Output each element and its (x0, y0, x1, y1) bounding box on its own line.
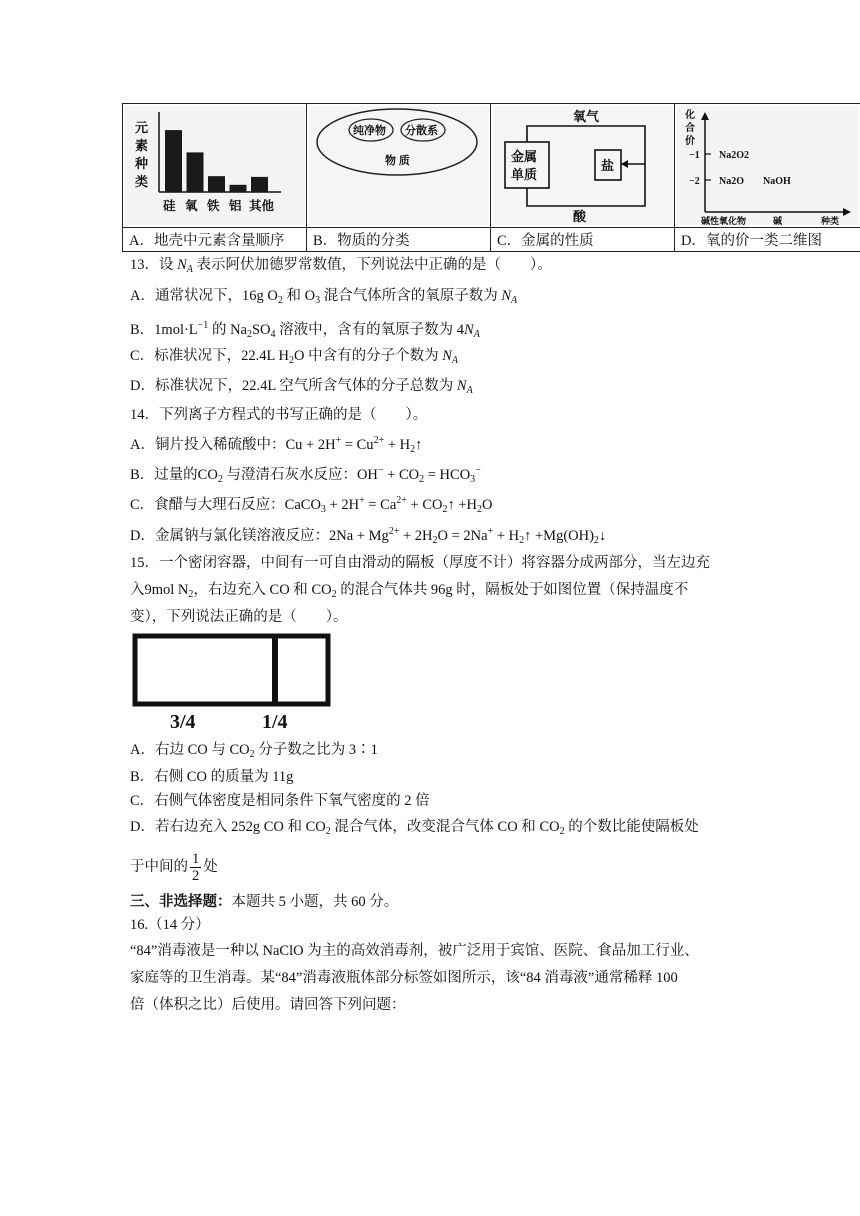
q13-option-b: B．$1mol\cdot L^{-1}$ 的 $Na_2SO_4$ 溶液中，含有的氧原子数为 $4N_A$ (130, 320, 480, 340)
q16-line2: 家庭等的卫生消毒。某“84”消毒液瓶体部分标签如图所示，该“84 消毒液”通常稀释 100 (130, 970, 678, 986)
y-label-char: 种 (135, 156, 149, 171)
metal-properties-diagram (491, 104, 674, 227)
y-label-char: 化 (685, 110, 695, 121)
q16-head: 16.（14 分） (130, 917, 210, 933)
label-oxygen: 氧气 (573, 109, 600, 124)
figure-d-cell (675, 104, 860, 228)
y-label-char: 素 (135, 138, 149, 153)
bar (187, 152, 204, 192)
bar (251, 177, 268, 192)
q16-line3: 倍（体积之比）后使用。请回答下列问题： (130, 997, 406, 1013)
left-ratio-label: 3/4 (170, 711, 196, 732)
caption-c: C．金属的性质 (491, 228, 675, 252)
point-naoh: NaOH (763, 176, 791, 187)
point-na2o2: Na2O2 (719, 150, 749, 161)
q14-option-c: C．食醋与大理石反应：CaCO$_3$ + $2H^+ = Ca^{2+}$ + $CO_2↑ +H_2O$ (130, 495, 493, 515)
x-label-type: 种类 (821, 216, 840, 226)
label-acid: 酸 (573, 209, 587, 224)
oxygen-valence-type-diagram (675, 104, 860, 227)
bar-label: 硅 (163, 199, 176, 213)
q13-option-c: C．标准状况下，22.4L $H_2O$ 中含有的分子个数为 $N_A$ (130, 348, 458, 366)
q14-stem: 14．下列离子方程式的书写正确的是（ ）。 (130, 407, 428, 423)
bar-label: 氧 (185, 199, 198, 213)
y-label-char: 元 (135, 120, 149, 135)
tick-neg2: −2 (689, 176, 700, 187)
figure-b-cell (307, 104, 491, 228)
figure-c-cell (491, 104, 675, 228)
label-metal: 金属 (511, 149, 538, 164)
q15-option-b: B．右侧 CO 的质量为 11g (130, 769, 294, 785)
q15-option-d: D．若右边充入 252g CO 和 $CO_2$ 混合气体，改变混合气体 CO 和 $CO_2$ 的个数比能使隔板处 (130, 819, 699, 837)
q13-option-a: A．通常状况下，16g $O_2$ 和 $O_3$ 混合气体所含的氧原子数为 $N_A$ (130, 288, 518, 306)
caption-a: A．地壳中元素含量顺序 (123, 228, 307, 252)
y-label-char: 价 (685, 136, 695, 147)
y-label-char: 类 (135, 174, 149, 189)
label-salt: 盐 (601, 158, 615, 173)
point-na2o: Na2O (719, 176, 744, 187)
figure-a-cell (123, 104, 307, 228)
caption-b: B．物质的分类 (307, 228, 491, 252)
label-dispersion-system: 分散系 (405, 125, 438, 137)
q15-option-a: A．右边 CO 与 $CO_2$ 分子数之比为 3∶1 (130, 742, 378, 760)
q15-option-d-cont: 于中间的 $\frac{1}{2}$ 处 (130, 851, 218, 885)
x-label-basic-oxide: 碱性氧化物 (701, 216, 747, 226)
figure-table (122, 103, 860, 252)
y-label-char: 合 (685, 123, 695, 134)
bar (165, 130, 182, 192)
right-ratio-label: 1/4 (262, 711, 288, 732)
bar-label: 铁 (207, 199, 220, 213)
q15-option-c: C．右侧气体密度是相同条件下氧气密度的 2 倍 (130, 793, 430, 809)
tick-neg1: −1 (689, 150, 700, 161)
label-element: 单质 (511, 167, 538, 182)
label-matter: 物 质 (385, 155, 410, 167)
caption-d: D．氧的价一类二维图 (675, 228, 860, 252)
q15-stem-line3: 变），下列说法正确的是（ ）。 (130, 609, 348, 625)
bar (230, 185, 247, 192)
container-partition-diagram (132, 632, 332, 737)
q14-option-d: D．金属钠与氯化镁溶液反应：$2Na + Mg^{2+} + 2H_2O = 2Na^+$ + $H_2↑$ $+Mg(OH)_2↓$ (130, 526, 607, 546)
bar-label: 铝 (229, 199, 242, 213)
bar (208, 176, 225, 192)
element-abundance-bar-chart (123, 104, 306, 227)
q14-option-b: B．过量的$CO_2$ 与澄清石灰水反应：$OH^- + CO_2 = HCO_3^-$ (130, 465, 481, 485)
q13-option-d: D．标准状况下，22.4L 空气所含气体的分子总数为 $N_A$ (130, 378, 473, 396)
one-half-fraction: $\frac{1}{2}$ (192, 851, 200, 885)
section3-heading: 三、非选择题：本题共 5 小题，共 60 分。 (130, 894, 399, 910)
bar-label: 其他 (249, 199, 275, 213)
x-label-base: 碱 (773, 216, 783, 226)
matter-classification-diagram (307, 104, 490, 227)
q15-stem-line1: 15．一个密闭容器，中间有一可自由滑动的隔板（厚度不计）将容器分成两部分，当左边充 (130, 555, 710, 571)
q16-line1: “84”消毒液是一种以 NaClO 为主的高效消毒剂，被广泛用于宾馆、医院、食品加工行业、 (130, 943, 699, 959)
q13-stem: 13．设 $N_A$ 表示阿伏加德罗常数值，下列说法中正确的是（ ）。 (130, 257, 552, 275)
q15-stem-line2: 入9mol $N_2$，右边充入 CO 和 $CO_2$ 的混合气体共 96g 时，隔板处于如图位置（保持温度不 (130, 582, 689, 600)
q14-option-a: A．铜片投入稀硫酸中：$Cu + 2H^+ = Cu^{2+}$ + $H_2↑$ (130, 435, 423, 455)
label-pure-substance: 纯净物 (353, 125, 386, 137)
